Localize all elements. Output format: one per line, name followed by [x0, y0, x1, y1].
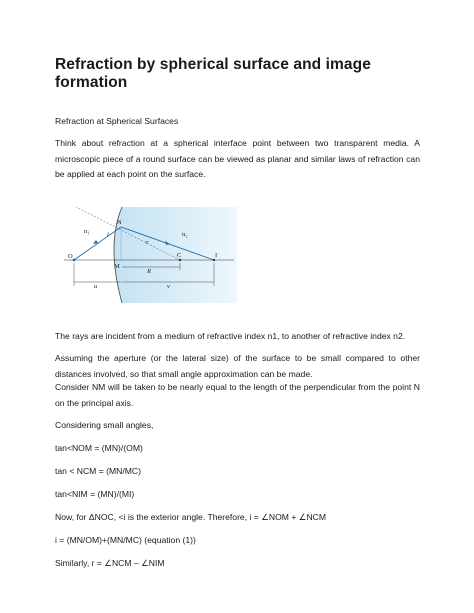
label-I: I	[215, 252, 218, 259]
refraction-diagram	[62, 203, 237, 303]
label-r: r	[146, 239, 149, 246]
label-M: M	[114, 263, 120, 270]
label-R: R	[147, 268, 151, 275]
intro-paragraph: Think about refraction at a spherical interface point between two transparent media. A microscopic piece of a round surface can be viewed as planar and similar laws of refraction can be applied at each point on the surface.	[55, 138, 420, 179]
point-C	[179, 259, 181, 261]
medium-n2-region	[114, 207, 237, 303]
label-N: N	[117, 219, 122, 226]
label-n1: n₁	[84, 228, 90, 235]
equation-ncm: tan < NCM = (MN/MC)	[55, 466, 141, 476]
label-u: u	[94, 283, 98, 290]
label-v: v	[167, 283, 170, 290]
section-heading: Refraction at Spherical Surfaces	[55, 116, 179, 126]
label-n2: n₂	[182, 231, 188, 238]
label-O: O	[68, 253, 73, 260]
nm-paragraph: Consider NM will be taken to be nearly equal to the length of the perpendicular from the point N on the principal axis.	[55, 382, 420, 408]
equation-nim: tan<NIM = (MN)/(MI)	[55, 489, 135, 499]
page-title: Refraction by spherical surface and image formation	[55, 56, 371, 91]
equation-nom: tan<NOM = (MN)/(OM)	[55, 443, 143, 453]
label-C: C	[177, 252, 182, 259]
aperture-paragraph: Assuming the aperture (or the lateral size) of the surface to be small compared to other distances involved, so that small angle approximation can be made.	[55, 353, 420, 379]
equation-1: i = (MN/OM)+(MN/MC) (equation (1))	[55, 535, 196, 545]
label-i: i	[107, 231, 109, 238]
exterior-angle-text: Now, for ΔNOC, <i is the exterior angle. Therefore, i = ∠NOM + ∠NCM	[55, 512, 327, 522]
rays-paragraph: The rays are incident from a medium of refractive index n1, to another of refractive index n2.	[55, 331, 406, 341]
small-angles-text: Considering small angles,	[55, 420, 154, 430]
point-O	[73, 259, 76, 262]
similarly-text: Similarly, r = ∠NCM – ∠NIM	[55, 558, 165, 568]
point-I	[213, 259, 215, 261]
